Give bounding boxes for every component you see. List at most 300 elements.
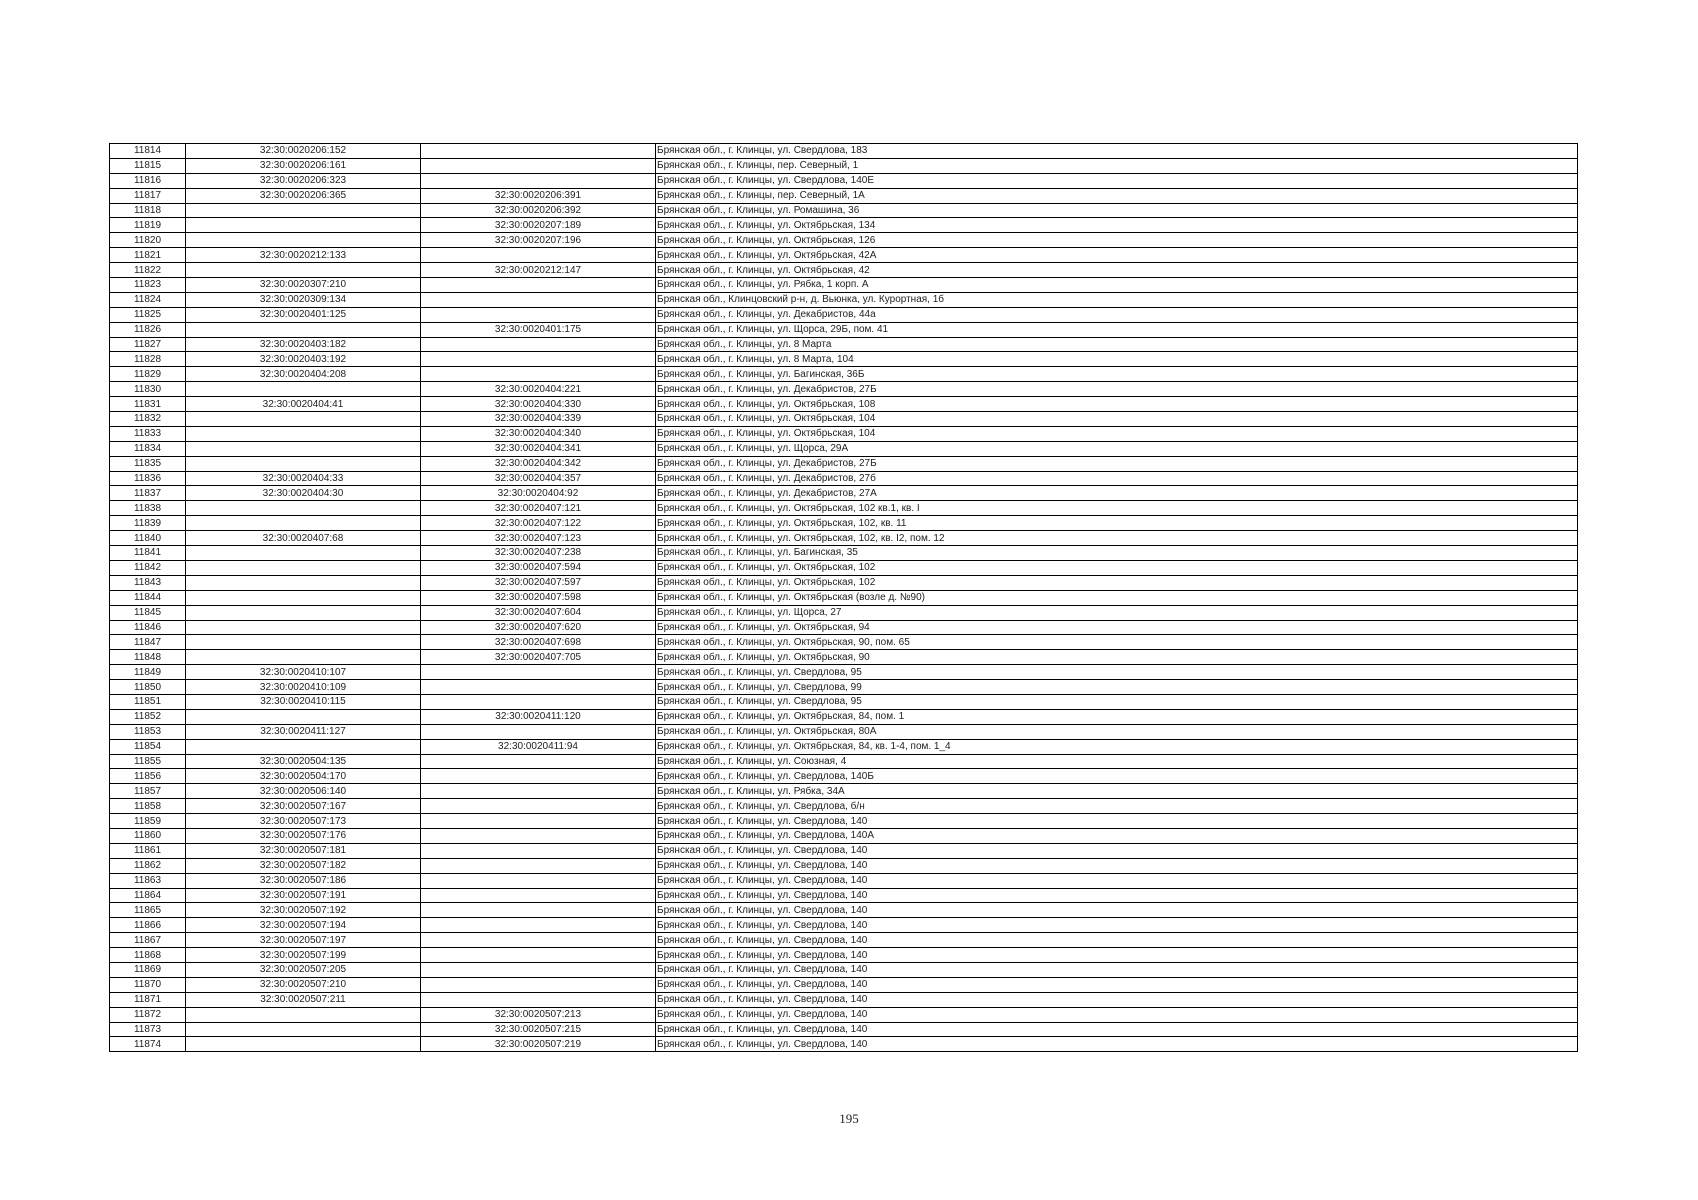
cadastral-number-cell: 32:30:0020404:30 bbox=[186, 486, 421, 501]
related-cadastral-number-cell: 32:30:0020206:391 bbox=[421, 188, 656, 203]
related-cadastral-number-cell bbox=[421, 769, 656, 784]
address-cell: Брянская обл., г. Клинцы, ул. Свердлова, б/н bbox=[656, 799, 1578, 814]
related-cadastral-number-cell: 32:30:0020407:238 bbox=[421, 546, 656, 561]
related-cadastral-number-cell: 32:30:0020407:594 bbox=[421, 560, 656, 575]
related-cadastral-number-cell: 32:30:0020507:219 bbox=[421, 1037, 656, 1052]
table-row bbox=[110, 635, 1578, 650]
cadastral-number-cell bbox=[186, 739, 421, 754]
table-row bbox=[110, 337, 1578, 352]
related-cadastral-number-cell: 32:30:0020407:698 bbox=[421, 635, 656, 650]
row-number-cell: 11852 bbox=[110, 709, 186, 724]
cadastral-number-cell: 32:30:0020507:173 bbox=[186, 814, 421, 829]
table-row bbox=[110, 233, 1578, 248]
related-cadastral-number-cell bbox=[421, 843, 656, 858]
table-row bbox=[110, 739, 1578, 754]
address-cell: Брянская обл., г. Клинцы, ул. Союзная, 4 bbox=[656, 754, 1578, 769]
row-number-cell: 11829 bbox=[110, 367, 186, 382]
cadastral-number-cell: 32:30:0020212:133 bbox=[186, 248, 421, 263]
related-cadastral-number-cell bbox=[421, 754, 656, 769]
table-row bbox=[110, 962, 1578, 977]
address-cell: Брянская обл., г. Клинцы, ул. Рябка, 1 корп. А bbox=[656, 278, 1578, 293]
cadastral-number-cell bbox=[186, 382, 421, 397]
address-cell: Брянская обл., г. Клинцы, ул. Октябрьская, 90, пом. 65 bbox=[656, 635, 1578, 650]
table-row bbox=[110, 263, 1578, 278]
address-cell: Брянская обл., г. Клинцы, ул. Щорса, 27 bbox=[656, 605, 1578, 620]
cadastral-number-cell: 32:30:0020307:210 bbox=[186, 278, 421, 293]
related-cadastral-number-cell: 32:30:0020404:330 bbox=[421, 397, 656, 412]
table-row bbox=[110, 948, 1578, 963]
related-cadastral-number-cell bbox=[421, 158, 656, 173]
table-row bbox=[110, 724, 1578, 739]
cadastral-number-cell: 32:30:0020206:152 bbox=[186, 144, 421, 159]
table-row bbox=[110, 203, 1578, 218]
address-cell: Брянская обл., г. Клинцы, ул. Октябрьская, 126 bbox=[656, 233, 1578, 248]
row-number-cell: 11835 bbox=[110, 456, 186, 471]
related-cadastral-number-cell: 32:30:0020507:215 bbox=[421, 1022, 656, 1037]
address-cell: Брянская обл., г. Клинцы, ул. Октябрьская, 84, пом. 1 bbox=[656, 709, 1578, 724]
address-cell: Брянская обл., г. Клинцы, ул. Свердлова, 95 bbox=[656, 694, 1578, 709]
cadastral-number-cell bbox=[186, 709, 421, 724]
table-row bbox=[110, 560, 1578, 575]
address-cell: Брянская обл., г. Клинцы, ул. Свердлова, 140 bbox=[656, 933, 1578, 948]
related-cadastral-number-cell bbox=[421, 888, 656, 903]
cadastral-number-cell bbox=[186, 635, 421, 650]
row-number-cell: 11846 bbox=[110, 620, 186, 635]
related-cadastral-number-cell bbox=[421, 814, 656, 829]
cadastral-number-cell: 32:30:0020407:68 bbox=[186, 531, 421, 546]
address-cell: Брянская обл., г. Клинцы, ул. Октябрьская, 90 bbox=[656, 650, 1578, 665]
address-cell: Брянская обл., г. Клинцы, ул. Багинская, 36Б bbox=[656, 367, 1578, 382]
related-cadastral-number-cell: 32:30:0020207:189 bbox=[421, 218, 656, 233]
table-row bbox=[110, 278, 1578, 293]
address-cell: Брянская обл., г. Клинцы, ул. Свердлова, 140 bbox=[656, 918, 1578, 933]
table-row bbox=[110, 144, 1578, 159]
address-cell: Брянская обл., г. Клинцы, ул. Октябрьская (возле д. №90) bbox=[656, 590, 1578, 605]
row-number-cell: 11819 bbox=[110, 218, 186, 233]
related-cadastral-number-cell bbox=[421, 352, 656, 367]
address-cell: Брянская обл., г. Клинцы, ул. Октябрьская, 102 bbox=[656, 575, 1578, 590]
row-number-cell: 11851 bbox=[110, 694, 186, 709]
row-number-cell: 11853 bbox=[110, 724, 186, 739]
address-cell: Брянская обл., г. Клинцы, ул. Свердлова, 99 bbox=[656, 680, 1578, 695]
row-number-cell: 11833 bbox=[110, 426, 186, 441]
row-number-cell: 11815 bbox=[110, 158, 186, 173]
cadastral-number-cell: 32:30:0020507:194 bbox=[186, 918, 421, 933]
table-row bbox=[110, 888, 1578, 903]
row-number-cell: 11831 bbox=[110, 397, 186, 412]
address-cell: Брянская обл., г. Клинцы, ул. Свердлова, 140 bbox=[656, 843, 1578, 858]
cadastral-number-cell bbox=[186, 426, 421, 441]
address-cell: Брянская обл., г. Клинцы, пер. Северный, 1 bbox=[656, 158, 1578, 173]
related-cadastral-number-cell bbox=[421, 144, 656, 159]
table-row bbox=[110, 650, 1578, 665]
table-row bbox=[110, 843, 1578, 858]
row-number-cell: 11864 bbox=[110, 888, 186, 903]
cadastral-number-cell: 32:30:0020403:182 bbox=[186, 337, 421, 352]
cadastral-number-cell: 32:30:0020507:186 bbox=[186, 873, 421, 888]
address-cell: Брянская обл., г. Клинцы, ул. Свердлова, 140 bbox=[656, 903, 1578, 918]
address-cell: Брянская обл., г. Клинцы, ул. Рябка, 34А bbox=[656, 784, 1578, 799]
related-cadastral-number-cell bbox=[421, 278, 656, 293]
cadastral-number-cell: 32:30:0020507:205 bbox=[186, 962, 421, 977]
related-cadastral-number-cell: 32:30:0020407:123 bbox=[421, 531, 656, 546]
address-cell: Брянская обл., г. Клинцы, ул. Октябрьская, 84, кв. 1-4, пом. 1_4 bbox=[656, 739, 1578, 754]
table-row bbox=[110, 784, 1578, 799]
address-cell: Брянская обл., г. Клинцы, ул. Октябрьская, 102 bbox=[656, 560, 1578, 575]
table-row bbox=[110, 188, 1578, 203]
table-row bbox=[110, 1037, 1578, 1052]
row-number-cell: 11849 bbox=[110, 665, 186, 680]
related-cadastral-number-cell bbox=[421, 828, 656, 843]
row-number-cell: 11862 bbox=[110, 858, 186, 873]
cadastral-number-cell bbox=[186, 590, 421, 605]
row-number-cell: 11869 bbox=[110, 962, 186, 977]
cadastral-number-cell bbox=[186, 650, 421, 665]
cadastral-number-cell bbox=[186, 605, 421, 620]
related-cadastral-number-cell: 32:30:0020407:597 bbox=[421, 575, 656, 590]
row-number-cell: 11837 bbox=[110, 486, 186, 501]
table-row bbox=[110, 828, 1578, 843]
table-row bbox=[110, 605, 1578, 620]
address-cell: Брянская обл., г. Клинцы, пер. Северный, 1А bbox=[656, 188, 1578, 203]
row-number-cell: 11867 bbox=[110, 933, 186, 948]
related-cadastral-number-cell bbox=[421, 173, 656, 188]
cadastral-number-cell bbox=[186, 218, 421, 233]
related-cadastral-number-cell bbox=[421, 724, 656, 739]
table-row bbox=[110, 367, 1578, 382]
table-row bbox=[110, 501, 1578, 516]
cadastral-number-cell: 32:30:0020507:210 bbox=[186, 977, 421, 992]
address-cell: Брянская обл., г. Клинцы, ул. Свердлова, 140 bbox=[656, 948, 1578, 963]
table-row bbox=[110, 307, 1578, 322]
cadastral-number-cell: 32:30:0020507:197 bbox=[186, 933, 421, 948]
related-cadastral-number-cell bbox=[421, 918, 656, 933]
cadastral-number-cell: 32:30:0020206:161 bbox=[186, 158, 421, 173]
related-cadastral-number-cell: 32:30:0020411:94 bbox=[421, 739, 656, 754]
address-cell: Брянская обл., г. Клинцы, ул. Свердлова, 140 bbox=[656, 873, 1578, 888]
cadastral-number-cell bbox=[186, 620, 421, 635]
cadastral-number-cell: 32:30:0020507:182 bbox=[186, 858, 421, 873]
related-cadastral-number-cell bbox=[421, 784, 656, 799]
address-cell: Брянская обл., г. Клинцы, ул. Свердлова, 140Е bbox=[656, 173, 1578, 188]
row-number-cell: 11834 bbox=[110, 441, 186, 456]
table-row bbox=[110, 397, 1578, 412]
table-row bbox=[110, 531, 1578, 546]
cadastral-number-cell: 32:30:0020507:181 bbox=[186, 843, 421, 858]
table-row bbox=[110, 903, 1578, 918]
cadastral-number-cell: 32:30:0020404:33 bbox=[186, 471, 421, 486]
row-number-cell: 11845 bbox=[110, 605, 186, 620]
cadastral-number-cell bbox=[186, 203, 421, 218]
address-cell: Брянская обл., г. Клинцы, ул. 8 Марта bbox=[656, 337, 1578, 352]
table-row bbox=[110, 173, 1578, 188]
address-cell: Брянская обл., г. Клинцы, ул. Октябрьская, 134 bbox=[656, 218, 1578, 233]
row-number-cell: 11871 bbox=[110, 992, 186, 1007]
row-number-cell: 11859 bbox=[110, 814, 186, 829]
row-number-cell: 11861 bbox=[110, 843, 186, 858]
related-cadastral-number-cell bbox=[421, 248, 656, 263]
table-row bbox=[110, 158, 1578, 173]
related-cadastral-number-cell bbox=[421, 992, 656, 1007]
address-cell: Брянская обл., г. Клинцы, ул. Декабристов, 44а bbox=[656, 307, 1578, 322]
related-cadastral-number-cell bbox=[421, 665, 656, 680]
table-row bbox=[110, 426, 1578, 441]
cadastral-number-cell bbox=[186, 263, 421, 278]
row-number-cell: 11855 bbox=[110, 754, 186, 769]
row-number-cell: 11814 bbox=[110, 144, 186, 159]
related-cadastral-number-cell bbox=[421, 977, 656, 992]
cadastral-number-cell bbox=[186, 412, 421, 427]
related-cadastral-number-cell: 32:30:0020407:604 bbox=[421, 605, 656, 620]
address-cell: Брянская обл., г. Клинцы, ул. Свердлова, 140 bbox=[656, 1007, 1578, 1022]
table-row bbox=[110, 799, 1578, 814]
table-row bbox=[110, 680, 1578, 695]
related-cadastral-number-cell: 32:30:0020404:92 bbox=[421, 486, 656, 501]
address-cell: Брянская обл., г. Клинцы, ул. 8 Марта, 104 bbox=[656, 352, 1578, 367]
cadastral-number-cell bbox=[186, 1007, 421, 1022]
related-cadastral-number-cell bbox=[421, 367, 656, 382]
row-number-cell: 11850 bbox=[110, 680, 186, 695]
row-number-cell: 11822 bbox=[110, 263, 186, 278]
row-number-cell: 11826 bbox=[110, 322, 186, 337]
table-row bbox=[110, 546, 1578, 561]
row-number-cell: 11840 bbox=[110, 531, 186, 546]
table-row bbox=[110, 412, 1578, 427]
registry-table bbox=[109, 143, 1578, 1052]
related-cadastral-number-cell: 32:30:0020212:147 bbox=[421, 263, 656, 278]
related-cadastral-number-cell bbox=[421, 307, 656, 322]
row-number-cell: 11839 bbox=[110, 516, 186, 531]
address-cell: Брянская обл., г. Клинцы, ул. Свердлова, 140 bbox=[656, 1022, 1578, 1037]
address-cell: Брянская обл., г. Клинцы, ул. Свердлова, 140 bbox=[656, 992, 1578, 1007]
address-cell: Брянская обл., г. Клинцы, ул. Декабристов, 27б bbox=[656, 471, 1578, 486]
related-cadastral-number-cell: 32:30:0020404:340 bbox=[421, 426, 656, 441]
address-cell: Брянская обл., г. Клинцы, ул. Декабристов, 27Б bbox=[656, 382, 1578, 397]
row-number-cell: 11866 bbox=[110, 918, 186, 933]
table-row bbox=[110, 486, 1578, 501]
related-cadastral-number-cell bbox=[421, 292, 656, 307]
row-number-cell: 11841 bbox=[110, 546, 186, 561]
related-cadastral-number-cell bbox=[421, 694, 656, 709]
table-row bbox=[110, 441, 1578, 456]
cadastral-number-cell: 32:30:0020401:125 bbox=[186, 307, 421, 322]
related-cadastral-number-cell bbox=[421, 858, 656, 873]
related-cadastral-number-cell: 32:30:0020407:598 bbox=[421, 590, 656, 605]
address-cell: Брянская обл., г. Клинцы, ул. Свердлова, 140А bbox=[656, 828, 1578, 843]
page-number: 195 bbox=[839, 1111, 859, 1126]
row-number-cell: 11860 bbox=[110, 828, 186, 843]
row-number-cell: 11816 bbox=[110, 173, 186, 188]
registry-table-body bbox=[110, 144, 1578, 1052]
table-row bbox=[110, 918, 1578, 933]
table-row bbox=[110, 382, 1578, 397]
row-number-cell: 11870 bbox=[110, 977, 186, 992]
address-cell: Брянская обл., г. Клинцы, ул. Октябрьская, 104 bbox=[656, 412, 1578, 427]
row-number-cell: 11865 bbox=[110, 903, 186, 918]
address-cell: Брянская обл., г. Клинцы, ул. Октябрьская, 102, кв. I2, пом. 12 bbox=[656, 531, 1578, 546]
cadastral-number-cell: 32:30:0020507:192 bbox=[186, 903, 421, 918]
cadastral-number-cell: 32:30:0020506:140 bbox=[186, 784, 421, 799]
row-number-cell: 11820 bbox=[110, 233, 186, 248]
address-cell: Брянская обл., г. Клинцы, ул. Октябрьская, 94 bbox=[656, 620, 1578, 635]
cadastral-number-cell: 32:30:0020206:365 bbox=[186, 188, 421, 203]
table-row bbox=[110, 620, 1578, 635]
table-row bbox=[110, 754, 1578, 769]
related-cadastral-number-cell: 32:30:0020407:705 bbox=[421, 650, 656, 665]
related-cadastral-number-cell: 32:30:0020206:392 bbox=[421, 203, 656, 218]
cadastral-number-cell: 32:30:0020504:170 bbox=[186, 769, 421, 784]
cadastral-number-cell: 32:30:0020410:107 bbox=[186, 665, 421, 680]
row-number-cell: 11836 bbox=[110, 471, 186, 486]
cadastral-number-cell: 32:30:0020403:192 bbox=[186, 352, 421, 367]
row-number-cell: 11843 bbox=[110, 575, 186, 590]
cadastral-number-cell bbox=[186, 516, 421, 531]
table-row bbox=[110, 933, 1578, 948]
row-number-cell: 11842 bbox=[110, 560, 186, 575]
cadastral-number-cell bbox=[186, 322, 421, 337]
address-cell: Брянская обл., Клинцовский р-н, д. Вьюнка, ул. Курортная, 1б bbox=[656, 292, 1578, 307]
related-cadastral-number-cell bbox=[421, 903, 656, 918]
cadastral-number-cell: 32:30:0020507:176 bbox=[186, 828, 421, 843]
table-row bbox=[110, 814, 1578, 829]
related-cadastral-number-cell: 32:30:0020407:122 bbox=[421, 516, 656, 531]
row-number-cell: 11825 bbox=[110, 307, 186, 322]
table-row bbox=[110, 292, 1578, 307]
cadastral-number-cell: 32:30:0020309:134 bbox=[186, 292, 421, 307]
table-row bbox=[110, 992, 1578, 1007]
related-cadastral-number-cell: 32:30:0020404:221 bbox=[421, 382, 656, 397]
related-cadastral-number-cell: 32:30:0020401:175 bbox=[421, 322, 656, 337]
cadastral-number-cell: 32:30:0020206:323 bbox=[186, 173, 421, 188]
cadastral-number-cell bbox=[186, 456, 421, 471]
cadastral-number-cell bbox=[186, 575, 421, 590]
related-cadastral-number-cell bbox=[421, 933, 656, 948]
related-cadastral-number-cell: 32:30:0020404:341 bbox=[421, 441, 656, 456]
table-row bbox=[110, 248, 1578, 263]
address-cell: Брянская обл., г. Клинцы, ул. Щорса, 29А bbox=[656, 441, 1578, 456]
address-cell: Брянская обл., г. Клинцы, ул. Октябрьская, 42 bbox=[656, 263, 1578, 278]
row-number-cell: 11873 bbox=[110, 1022, 186, 1037]
row-number-cell: 11863 bbox=[110, 873, 186, 888]
related-cadastral-number-cell: 32:30:0020411:120 bbox=[421, 709, 656, 724]
address-cell: Брянская обл., г. Клинцы, ул. Свердлова, 95 bbox=[656, 665, 1578, 680]
related-cadastral-number-cell: 32:30:0020507:213 bbox=[421, 1007, 656, 1022]
table-row bbox=[110, 218, 1578, 233]
table-row bbox=[110, 694, 1578, 709]
row-number-cell: 11872 bbox=[110, 1007, 186, 1022]
table-row bbox=[110, 575, 1578, 590]
address-cell: Брянская обл., г. Клинцы, ул. Щорса, 29Б, пом. 41 bbox=[656, 322, 1578, 337]
related-cadastral-number-cell bbox=[421, 962, 656, 977]
table-row bbox=[110, 590, 1578, 605]
table-row bbox=[110, 352, 1578, 367]
table-row bbox=[110, 471, 1578, 486]
cadastral-number-cell: 32:30:0020404:41 bbox=[186, 397, 421, 412]
row-number-cell: 11856 bbox=[110, 769, 186, 784]
row-number-cell: 11818 bbox=[110, 203, 186, 218]
address-cell: Брянская обл., г. Клинцы, ул. Декабристов, 27А bbox=[656, 486, 1578, 501]
address-cell: Брянская обл., г. Клинцы, ул. Багинская, 35 bbox=[656, 546, 1578, 561]
related-cadastral-number-cell: 32:30:0020404:357 bbox=[421, 471, 656, 486]
cadastral-number-cell: 32:30:0020507:211 bbox=[186, 992, 421, 1007]
address-cell: Брянская обл., г. Клинцы, ул. Свердлова, 140 bbox=[656, 1037, 1578, 1052]
table-row bbox=[110, 322, 1578, 337]
cadastral-number-cell bbox=[186, 1037, 421, 1052]
row-number-cell: 11844 bbox=[110, 590, 186, 605]
table-row bbox=[110, 873, 1578, 888]
address-cell: Брянская обл., г. Клинцы, ул. Свердлова, 140 bbox=[656, 814, 1578, 829]
table-row bbox=[110, 1022, 1578, 1037]
related-cadastral-number-cell: 32:30:0020404:342 bbox=[421, 456, 656, 471]
row-number-cell: 11827 bbox=[110, 337, 186, 352]
cadastral-number-cell bbox=[186, 546, 421, 561]
related-cadastral-number-cell bbox=[421, 337, 656, 352]
address-cell: Брянская обл., г. Клинцы, ул. Свердлова, 140 bbox=[656, 962, 1578, 977]
table-row bbox=[110, 516, 1578, 531]
table-row bbox=[110, 769, 1578, 784]
address-cell: Брянская обл., г. Клинцы, ул. Свердлова, 140Б bbox=[656, 769, 1578, 784]
row-number-cell: 11838 bbox=[110, 501, 186, 516]
row-number-cell: 11848 bbox=[110, 650, 186, 665]
cadastral-number-cell bbox=[186, 1022, 421, 1037]
table-row bbox=[110, 709, 1578, 724]
table-row bbox=[110, 977, 1578, 992]
address-cell: Брянская обл., г. Клинцы, ул. Свердлова, 183 bbox=[656, 144, 1578, 159]
cadastral-number-cell: 32:30:0020410:115 bbox=[186, 694, 421, 709]
related-cadastral-number-cell: 32:30:0020407:121 bbox=[421, 501, 656, 516]
row-number-cell: 11874 bbox=[110, 1037, 186, 1052]
row-number-cell: 11868 bbox=[110, 948, 186, 963]
related-cadastral-number-cell bbox=[421, 873, 656, 888]
related-cadastral-number-cell bbox=[421, 680, 656, 695]
address-cell: Брянская обл., г. Клинцы, ул. Ромашина, 36 bbox=[656, 203, 1578, 218]
row-number-cell: 11847 bbox=[110, 635, 186, 650]
cadastral-number-cell: 32:30:0020507:199 bbox=[186, 948, 421, 963]
row-number-cell: 11817 bbox=[110, 188, 186, 203]
row-number-cell: 11854 bbox=[110, 739, 186, 754]
address-cell: Брянская обл., г. Клинцы, ул. Свердлова, 140 bbox=[656, 977, 1578, 992]
row-number-cell: 11828 bbox=[110, 352, 186, 367]
related-cadastral-number-cell: 32:30:0020207:196 bbox=[421, 233, 656, 248]
related-cadastral-number-cell: 32:30:0020407:620 bbox=[421, 620, 656, 635]
cadastral-number-cell bbox=[186, 441, 421, 456]
address-cell: Брянская обл., г. Клинцы, ул. Свердлова, 140 bbox=[656, 858, 1578, 873]
row-number-cell: 11824 bbox=[110, 292, 186, 307]
cadastral-number-cell: 32:30:0020411:127 bbox=[186, 724, 421, 739]
address-cell: Брянская обл., г. Клинцы, ул. Декабристов, 27Б bbox=[656, 456, 1578, 471]
related-cadastral-number-cell bbox=[421, 799, 656, 814]
row-number-cell: 11832 bbox=[110, 412, 186, 427]
address-cell: Брянская обл., г. Клинцы, ул. Октябрьская, 102, кв. 11 bbox=[656, 516, 1578, 531]
address-cell: Брянская обл., г. Клинцы, ул. Октябрьская, 42А bbox=[656, 248, 1578, 263]
row-number-cell: 11821 bbox=[110, 248, 186, 263]
cadastral-number-cell bbox=[186, 560, 421, 575]
address-cell: Брянская обл., г. Клинцы, ул. Октябрьская, 80А bbox=[656, 724, 1578, 739]
related-cadastral-number-cell: 32:30:0020404:339 bbox=[421, 412, 656, 427]
address-cell: Брянская обл., г. Клинцы, ул. Октябрьская, 108 bbox=[656, 397, 1578, 412]
table-row bbox=[110, 665, 1578, 680]
row-number-cell: 11857 bbox=[110, 784, 186, 799]
cadastral-number-cell bbox=[186, 501, 421, 516]
row-number-cell: 11823 bbox=[110, 278, 186, 293]
cadastral-number-cell: 32:30:0020410:109 bbox=[186, 680, 421, 695]
cadastral-number-cell bbox=[186, 233, 421, 248]
cadastral-number-cell: 32:30:0020507:167 bbox=[186, 799, 421, 814]
cadastral-number-cell: 32:30:0020507:191 bbox=[186, 888, 421, 903]
table-row bbox=[110, 456, 1578, 471]
cadastral-number-cell: 32:30:0020504:135 bbox=[186, 754, 421, 769]
address-cell: Брянская обл., г. Клинцы, ул. Свердлова, 140 bbox=[656, 888, 1578, 903]
